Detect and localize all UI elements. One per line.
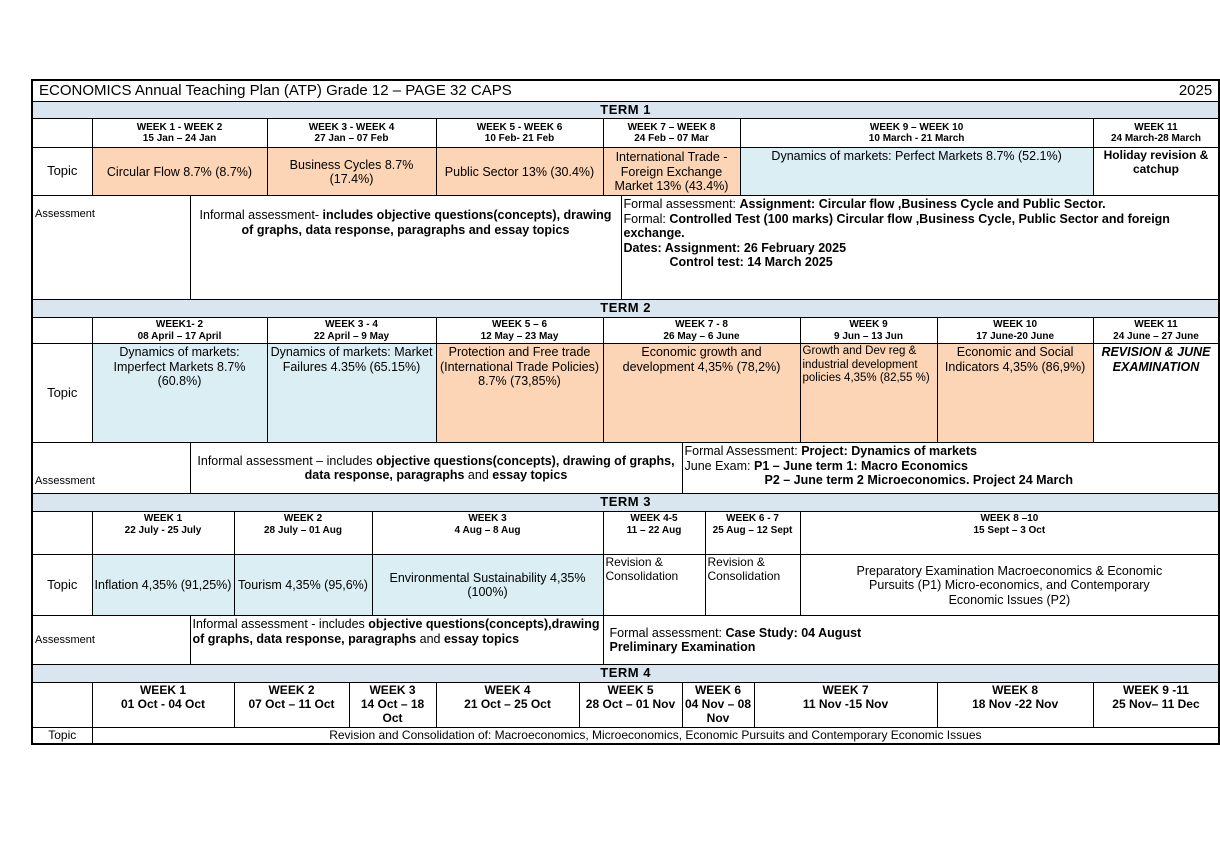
topic-public-sector: Public Sector 13% (30.4%)	[436, 148, 603, 196]
topic-label: Topic	[32, 344, 92, 443]
assessment-label: Assessment	[32, 616, 190, 665]
blank-cell	[32, 683, 92, 727]
teaching-plan-document	[31, 79, 1213, 745]
topic-label: Topic	[32, 148, 92, 196]
topic-label: Topic	[32, 555, 92, 616]
week-cell: WEEK 9 -11 25 Nov– 11 Dec	[1093, 683, 1219, 727]
week-cell: WEEK 5 – 6 12 May – 23 May	[436, 318, 603, 344]
week-cell: WEEK 7 11 Nov -15 Nov	[754, 683, 937, 727]
week-cell: WEEK 5 - WEEK 6 10 Feb- 21 Feb	[436, 119, 603, 148]
topic-imperfect-markets: Dynamics of markets: Imperfect Markets 8.7% (60.8%)	[92, 344, 267, 443]
week-cell: WEEK 1 22 July - 25 July	[92, 512, 234, 555]
week-cell: WEEK 6 - 7 25 Aug – 12 Sept	[705, 512, 800, 555]
document-year: 2025	[1093, 80, 1219, 101]
assessment-label: Assessment	[32, 196, 190, 300]
week-cell: WEEK 2 07 Oct – 11 Oct	[234, 683, 349, 727]
term2-heading: TERM 2	[32, 300, 1219, 318]
topic-circular-flow: Circular Flow 8.7% (8.7%)	[92, 148, 267, 196]
term4-topic: Revision and Consolidation of: Macroeconomics, Microeconomics, Economic Pursuits and Contemporary Economic Issues	[92, 727, 1219, 744]
topic-growth-dev-reg: Growth and Dev reg & industrial development policies 4,35% (82,55 %)	[800, 344, 937, 443]
term4-heading: TERM 4	[32, 665, 1219, 683]
week-cell: WEEK 8 18 Nov -22 Nov	[937, 683, 1093, 727]
document-title: ECONOMICS Annual Teaching Plan (ATP) Grade 12 – PAGE 32 CAPS	[32, 80, 1093, 101]
topic-revision-consolidation: Revision & Consolidation	[603, 555, 705, 616]
topic-market-failures: Dynamics of markets: Market Failures 4.35% (65.15%)	[267, 344, 436, 443]
week-cell: WEEK 1 - WEEK 2 15 Jan – 24 Jan	[92, 119, 267, 148]
week-cell: WEEK 7 – WEEK 8 24 Feb – 07 Mar	[603, 119, 740, 148]
week-cell: WEEK 2 28 July – 01 Aug	[234, 512, 372, 555]
topic-label: Topic	[32, 727, 92, 744]
blank-cell	[32, 512, 92, 555]
week-cell: WEEK 1 01 Oct - 04 Oct	[92, 683, 234, 727]
topic-revision-consolidation: Revision & Consolidation	[705, 555, 800, 616]
week-cell: WEEK 4-5 11 – 22 Aug	[603, 512, 705, 555]
term3-formal-assessment: Formal assessment: Case Study: 04 August Preliminary Examination	[603, 616, 1219, 665]
blank-cell	[32, 119, 92, 148]
topic-tourism: Tourism 4,35% (95,6%)	[234, 555, 372, 616]
topic-economic-growth: Economic growth and development 4,35% (78,2%)	[603, 344, 800, 443]
topic-protection-free-trade: Protection and Free trade (International Trade Policies) 8.7% (73,85%)	[436, 344, 603, 443]
blank-cell	[32, 318, 92, 344]
week-cell: WEEK 9 – WEEK 10 10 March - 21 March	[740, 119, 1093, 148]
week-cell: WEEK 8 –10 15 Sept – 3 Oct	[800, 512, 1219, 555]
assessment-label: Assessment	[32, 443, 190, 494]
week-cell: WEEK1- 2 08 April – 17 April	[92, 318, 267, 344]
week-cell: WEEK 11 24 June – 27 June	[1093, 318, 1219, 344]
week-cell: WEEK 3 - 4 22 April – 9 May	[267, 318, 436, 344]
atp-table	[31, 79, 1220, 745]
term3-heading: TERM 3	[32, 494, 1219, 512]
week-cell: WEEK 7 - 8 26 May – 6 June	[603, 318, 800, 344]
topic-international-trade: International Trade - Foreign Exchange Market 13% (43.4%)	[603, 148, 740, 196]
week-cell: WEEK 9 9 Jun – 13 Jun	[800, 318, 937, 344]
week-cell: WEEK 6 04 Nov – 08 Nov	[682, 683, 754, 727]
term1-informal-assessment: Informal assessment- includes objective questions(concepts), drawing of graphs, data response, paragraphs and essay topics	[190, 196, 621, 300]
term1-formal-assessment: Formal assessment: Assignment: Circular flow ,Business Cycle and Public Sector. Formal: Controlled Test (100 marks) Circular flow ,Business Cycle, Public Sector and foreign exchange. Dates: Assignment: 26 February 2025 Control test: 14 March 2025	[621, 196, 1219, 300]
term1-heading: TERM 1	[32, 101, 1219, 119]
term2-informal-assessment: Informal assessment – includes objective questions(concepts), drawing of graphs, data response, paragraphs and essay topics	[190, 443, 682, 494]
week-cell: WEEK 10 17 June-20 June	[937, 318, 1093, 344]
topic-inflation: Inflation 4,35% (91,25%)	[92, 555, 234, 616]
week-cell: WEEK 3 4 Aug – 8 Aug	[372, 512, 603, 555]
topic-perfect-markets: Dynamics of markets: Perfect Markets 8.7% (52.1%)	[740, 148, 1093, 196]
topic-preparatory-exam: Preparatory Examination Macroeconomics & Economic Pursuits (P1) Micro-economics, and Contemporary Economic Issues (P2)	[800, 555, 1219, 616]
topic-environmental-sustainability: Environmental Sustainability 4,35% (100%)	[372, 555, 603, 616]
topic-holiday-revision: Holiday revision & catchup	[1093, 148, 1219, 196]
week-cell: WEEK 5 28 Oct – 01 Nov	[579, 683, 682, 727]
topic-business-cycles: Business Cycles 8.7% (17.4%)	[267, 148, 436, 196]
term3-informal-assessment: Informal assessment - includes objective questions(concepts),drawing of graphs, data response, paragraphs and essay topics	[190, 616, 603, 665]
week-cell: WEEK 3 14 Oct – 18 Oct	[349, 683, 436, 727]
topic-june-exam: REVISION & JUNE EXAMINATION	[1093, 344, 1219, 443]
week-cell: WEEK 11 24 March-28 March	[1093, 119, 1219, 148]
term2-formal-assessment: Formal Assessment: Project: Dynamics of markets June Exam: P1 – June term 1: Macro Economics P2 – June term 2 Microeconomics. Project 24 March	[682, 443, 1219, 494]
week-cell: WEEK 3 - WEEK 4 27 Jan – 07 Feb	[267, 119, 436, 148]
week-cell: WEEK 4 21 Oct – 25 Oct	[436, 683, 579, 727]
topic-social-indicators: Economic and Social Indicators 4,35% (86,9%)	[937, 344, 1093, 443]
